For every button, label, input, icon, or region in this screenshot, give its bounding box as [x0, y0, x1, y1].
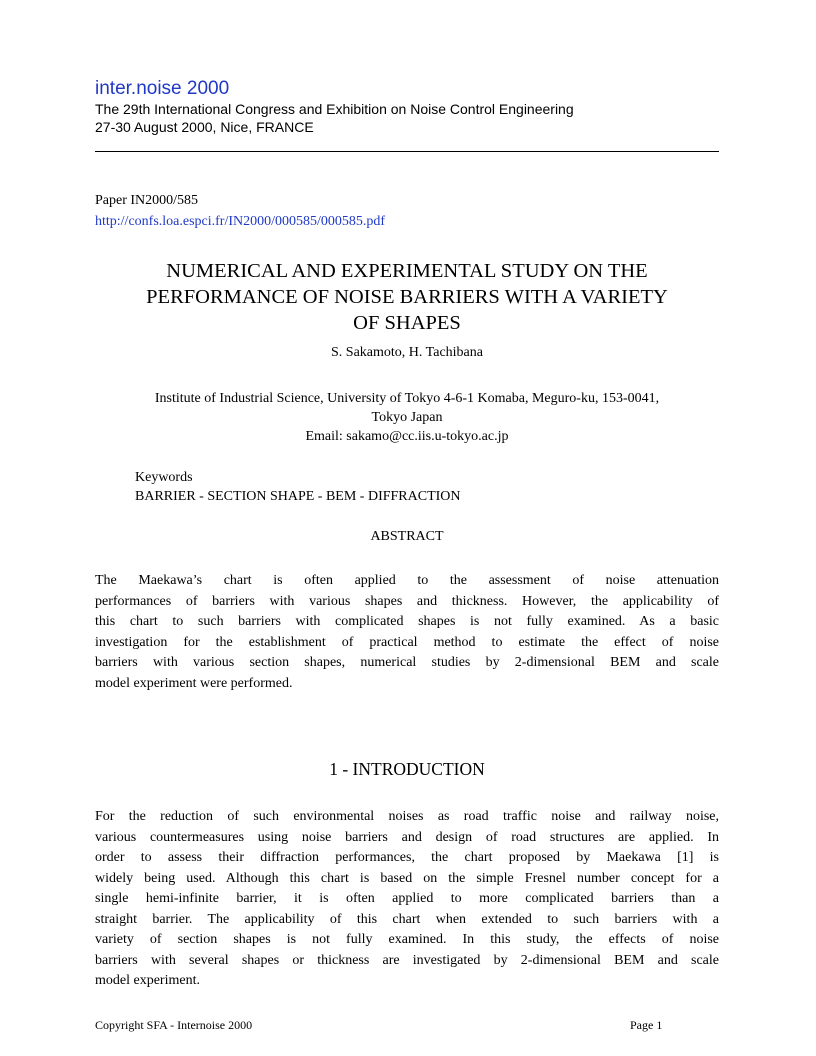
abstract-line: this chart to such barriers with complicated shapes is not fully examined. As a basic — [95, 614, 719, 629]
paper-title-line: NUMERICAL AND EXPERIMENTAL STUDY ON THE — [166, 260, 648, 282]
conference-subtitle: The 29th International Congress and Exhibition on Noise Control Engineering — [95, 101, 574, 117]
affiliation-line: Tokyo Japan — [371, 410, 443, 425]
paper-title — [95, 258, 719, 336]
abstract-line: investigation for the establishment of practical method to estimate the effect of noise — [95, 634, 719, 650]
introduction-line: single hemi-infinite barrier, it is often applied to more complicated barriers than a — [95, 891, 719, 906]
conference-name: inter.noise 2000 — [95, 78, 230, 99]
email-line: Email: sakamo@cc.iis.u-tokyo.ac.jp — [305, 429, 509, 444]
abstract-line: The Maekawa’s chart is often applied to the assessment of noise attenuation — [95, 573, 719, 588]
affiliation — [95, 389, 719, 446]
introduction-line: model experiment. — [95, 973, 200, 988]
affiliation-line: Institute of Industrial Science, University of Tokyo 4-6-1 Komaba, Meguro-ku, 153-0041, — [154, 391, 660, 406]
introduction-line: For the reduction of such environmental noises as road traffic noise and railway noise, — [95, 809, 719, 824]
introduction-body — [95, 807, 719, 992]
abstract-heading: ABSTRACT — [370, 529, 444, 544]
conference-dates: 27-30 August 2000, Nice, FRANCE — [95, 119, 314, 135]
authors: S. Sakamoto, H. Tachibana — [331, 345, 483, 360]
abstract-line: model experiment were performed. — [95, 675, 293, 691]
abstract-line: performances of barriers with various shapes and thickness. However, the applicability of — [95, 593, 719, 609]
paper-url-link[interactable]: http://confs.loa.espci.fr/IN2000/000585/000585.pdf — [95, 214, 386, 229]
introduction-line: widely being used. Although this chart is based on the simple Fresnel number concept for a — [95, 870, 719, 886]
introduction-line: order to assess their diffraction performances, the chart proposed by Maekawa [1] is — [95, 850, 719, 865]
header-divider — [95, 151, 719, 152]
footer-copyright: Copyright SFA - Internoise 2000 — [95, 1018, 253, 1032]
introduction-line: straight barrier. The applicability of this chart when extended to such barriers with a — [95, 911, 719, 927]
introduction-line: variety of section shapes is not fully examined. In this study, the effects of noise — [95, 932, 719, 947]
footer-page-number: Page 1 — [630, 1018, 663, 1032]
paper-id: Paper IN2000/585 — [95, 193, 199, 208]
paper-title-line: PERFORMANCE OF NOISE BARRIERS WITH A VARIETY — [146, 286, 668, 308]
introduction-heading: 1 - INTRODUCTION — [329, 759, 485, 779]
introduction-line: barriers with several shapes or thickness are investigated by 2-dimensional BEM and scale — [95, 952, 719, 968]
keywords-list: BARRIER - SECTION SHAPE - BEM - DIFFRACTION — [135, 489, 461, 504]
paper-title-line: OF SHAPES — [353, 312, 461, 334]
abstract-line: barriers with various section shapes, numerical studies by 2-dimensional BEM and scale — [95, 655, 719, 670]
abstract-body — [95, 571, 719, 694]
keywords-label: Keywords — [135, 470, 193, 485]
introduction-line: various countermeasures using noise barriers and design of road structures are applied. In — [95, 829, 719, 845]
